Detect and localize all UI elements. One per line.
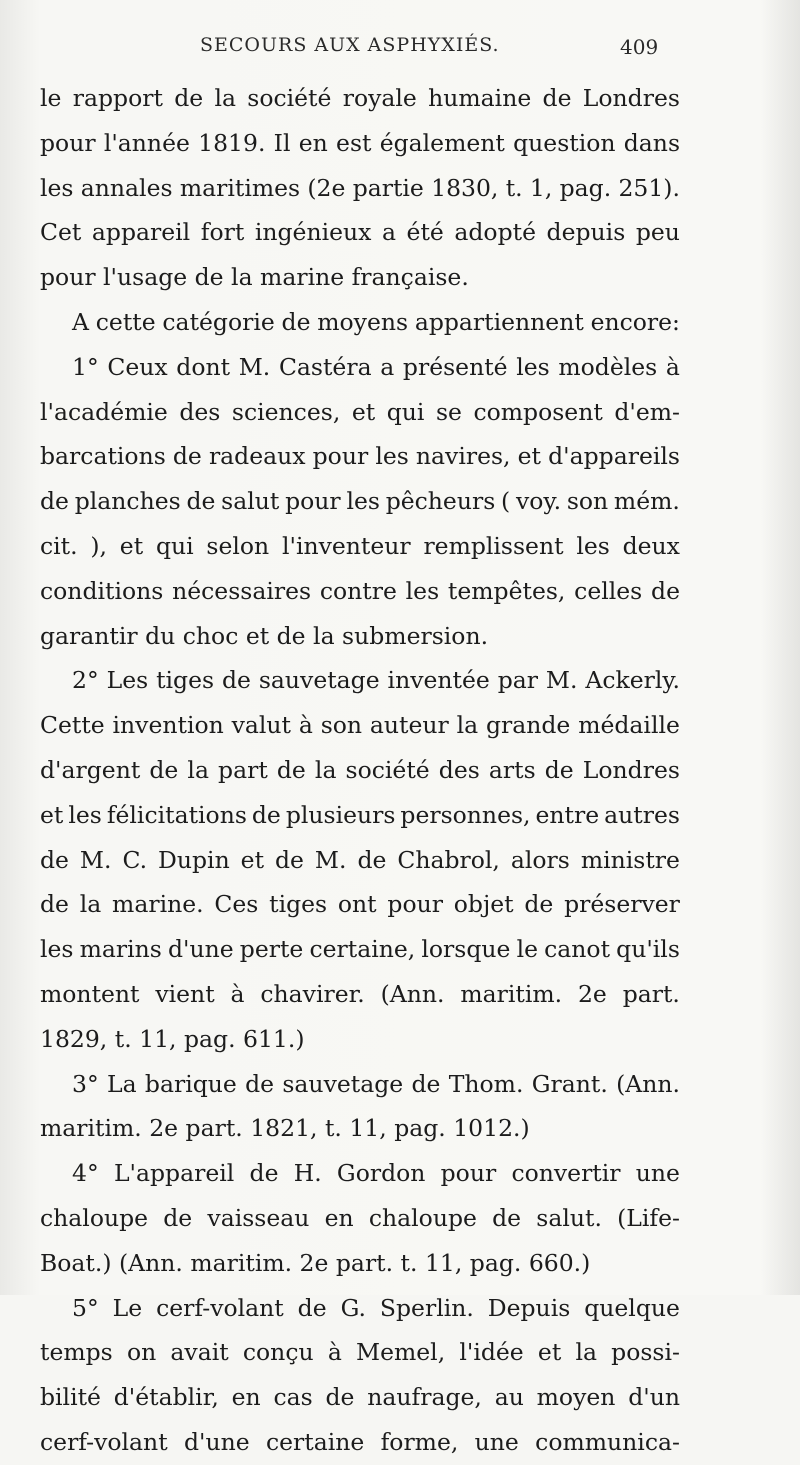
- text-line: conditions nécessaires contre les tempêtes, celles de: [40, 576, 680, 605]
- body-text: [40, 76, 680, 1465]
- running-title: SECOURS AUX ASPHYXIÉS.: [200, 34, 500, 56]
- text-line: cit. ), et qui selon l'inventeur remplissent les deux: [40, 531, 680, 560]
- text-line: chaloupe de vaisseau en chaloupe de salut. (Life-: [40, 1203, 680, 1232]
- text-line: les marins d'une perte certaine, lorsque le canot qu'ils: [40, 935, 680, 964]
- text-line: Boat.) (Ann. maritim. 2e part. t. 11, pag. 660.): [40, 1248, 591, 1277]
- text-line: montent vient à chavirer. (Ann. maritim. 2e part.: [40, 979, 680, 1008]
- text-line: de la marine. Ces tiges ont pour objet de préserver: [40, 890, 680, 919]
- text-line: Cette invention valut à son auteur la grande médaille: [40, 711, 680, 740]
- page-number: 409: [620, 35, 659, 59]
- text-line: 3° La barique de sauvetage de Thom. Grant. (Ann.: [72, 1069, 680, 1098]
- text-line: 1° Ceux dont M. Castéra a présenté les modèles à: [72, 352, 680, 381]
- text-line: barcations de radeaux pour les navires, et d'appareils: [40, 442, 680, 471]
- text-line: l'académie des sciences, et qui se composent d'em-: [40, 397, 680, 426]
- text-line: de M. C. Dupin et de M. de Chabrol, alors ministre: [40, 845, 680, 874]
- text-line: d'argent de la part de la société des arts de Londres: [40, 755, 680, 784]
- text-line: garantir du choc et de la submersion.: [40, 621, 489, 650]
- text-line: 5° Le cerf-volant de G. Sperlin. Depuis quelque: [72, 1293, 680, 1322]
- text-line: cerf-volant d'une certaine forme, une communica-: [40, 1427, 680, 1456]
- text-line: les annales maritimes (2e partie 1830, t. 1, pag. 251).: [40, 173, 680, 202]
- text-line: pour l'année 1819. Il en est également question dans: [40, 128, 680, 157]
- text-line: 2° Les tiges de sauvetage inventée par M. Ackerly.: [72, 666, 680, 695]
- text-line: 1829, t. 11, pag. 611.): [40, 1024, 305, 1053]
- text-line: maritim. 2e part. 1821, t. 11, pag. 1012.): [40, 1114, 530, 1143]
- text-line: Cet appareil fort ingénieux a été adopté depuis peu: [40, 218, 680, 247]
- text-line: bilité d'établir, en cas de naufrage, au moyen d'un: [40, 1383, 680, 1412]
- page-header: [0, 34, 800, 64]
- text-line: le rapport de la société royale humaine de Londres: [40, 84, 680, 112]
- text-line: et les félicitations de plusieurs personnes, entre autres: [40, 800, 680, 829]
- text-line: temps on avait conçu à Memel, l'idée et la possi-: [40, 1338, 680, 1367]
- text-line: A cette catégorie de moyens appartiennent encore:: [72, 307, 680, 336]
- text-line: de planches de salut pour les pêcheurs ( voy. son mém.: [40, 487, 680, 516]
- text-line: pour l'usage de la marine française.: [40, 263, 469, 292]
- text-line: 4° L'appareil de H. Gordon pour convertir une: [72, 1159, 680, 1188]
